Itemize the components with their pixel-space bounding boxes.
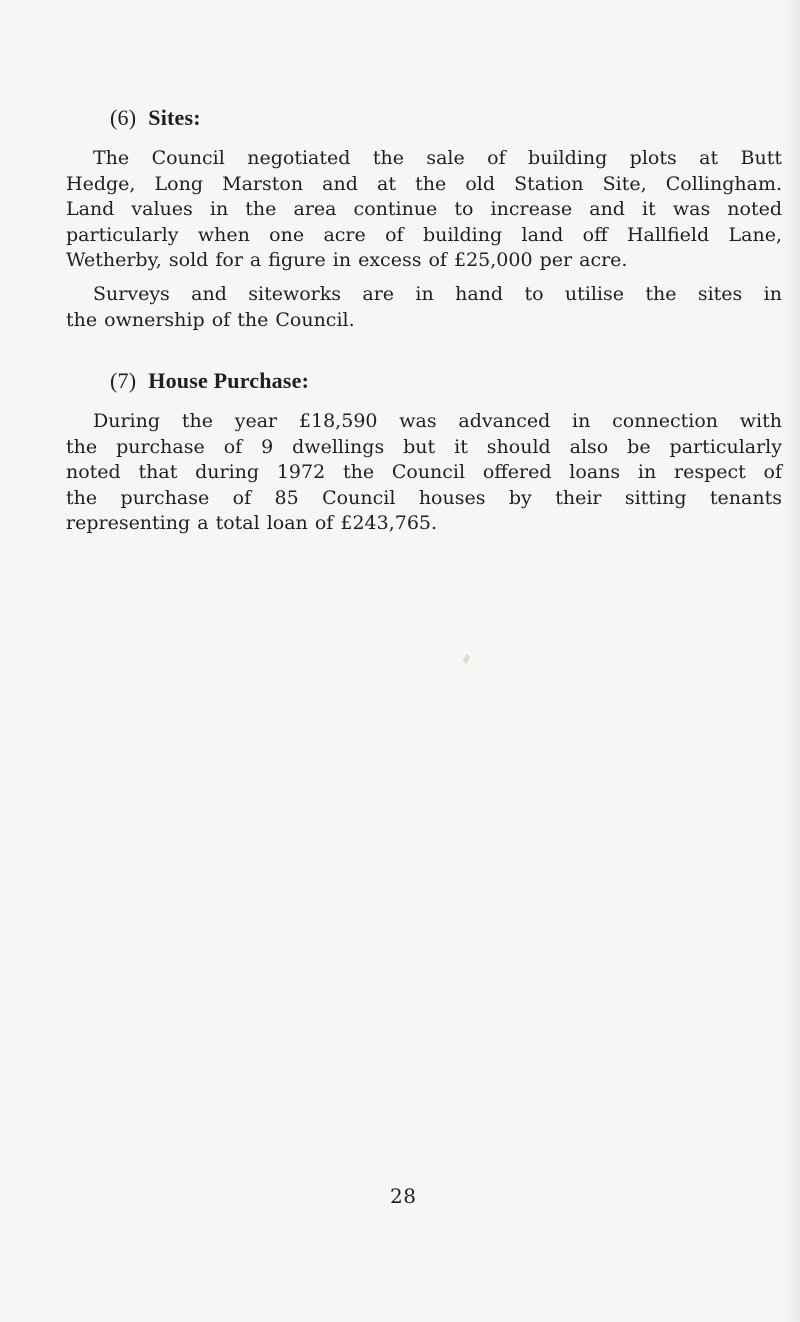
section-number: (7) (110, 368, 137, 393)
page-edge-shadow (782, 0, 800, 1322)
section-title: Sites: (148, 105, 201, 130)
paper-speck (462, 654, 470, 663)
section-title: House Purchase: (148, 368, 310, 393)
section-heading-sites (110, 107, 201, 129)
paragraph-line: Land values in the area continue to increase and it was noted (66, 198, 782, 220)
page-number: 28 (390, 1184, 417, 1208)
paragraph-line: Surveys and siteworks are in hand to utilise the sites in (93, 283, 782, 305)
section-number: (6) (110, 105, 137, 130)
paragraph-line: the purchase of 85 Council houses by their sitting tenants (66, 486, 782, 509)
paragraph-line: Wetherby, sold for a figure in excess of £25,000 per acre. (66, 249, 628, 271)
paragraph-line: noted that during 1972 the Council offered loans in respect of (66, 461, 782, 483)
paragraph-line: The Council negotiated the sale of building plots at Butt (93, 147, 782, 169)
paragraph-line: particularly when one acre of building land off Hallfield Lane, (66, 223, 782, 246)
paragraph-line: the ownership of the Council. (66, 308, 355, 331)
paragraph-line: During the year £18,590 was advanced in connection with (93, 410, 782, 432)
paragraph-line: representing a total loan of £243,765. (66, 512, 438, 534)
paragraph-line: Hedge, Long Marston and at the old Station Site, Collingham. (66, 172, 782, 195)
section-heading-house-purchase (110, 370, 309, 392)
paragraph-line: the purchase of 9 dwellings but it should also be particularly (66, 435, 782, 458)
paragraph-sites-surveys (66, 282, 782, 333)
paragraph-house-purchase (66, 409, 782, 537)
paragraph-sites-sales (66, 146, 782, 274)
